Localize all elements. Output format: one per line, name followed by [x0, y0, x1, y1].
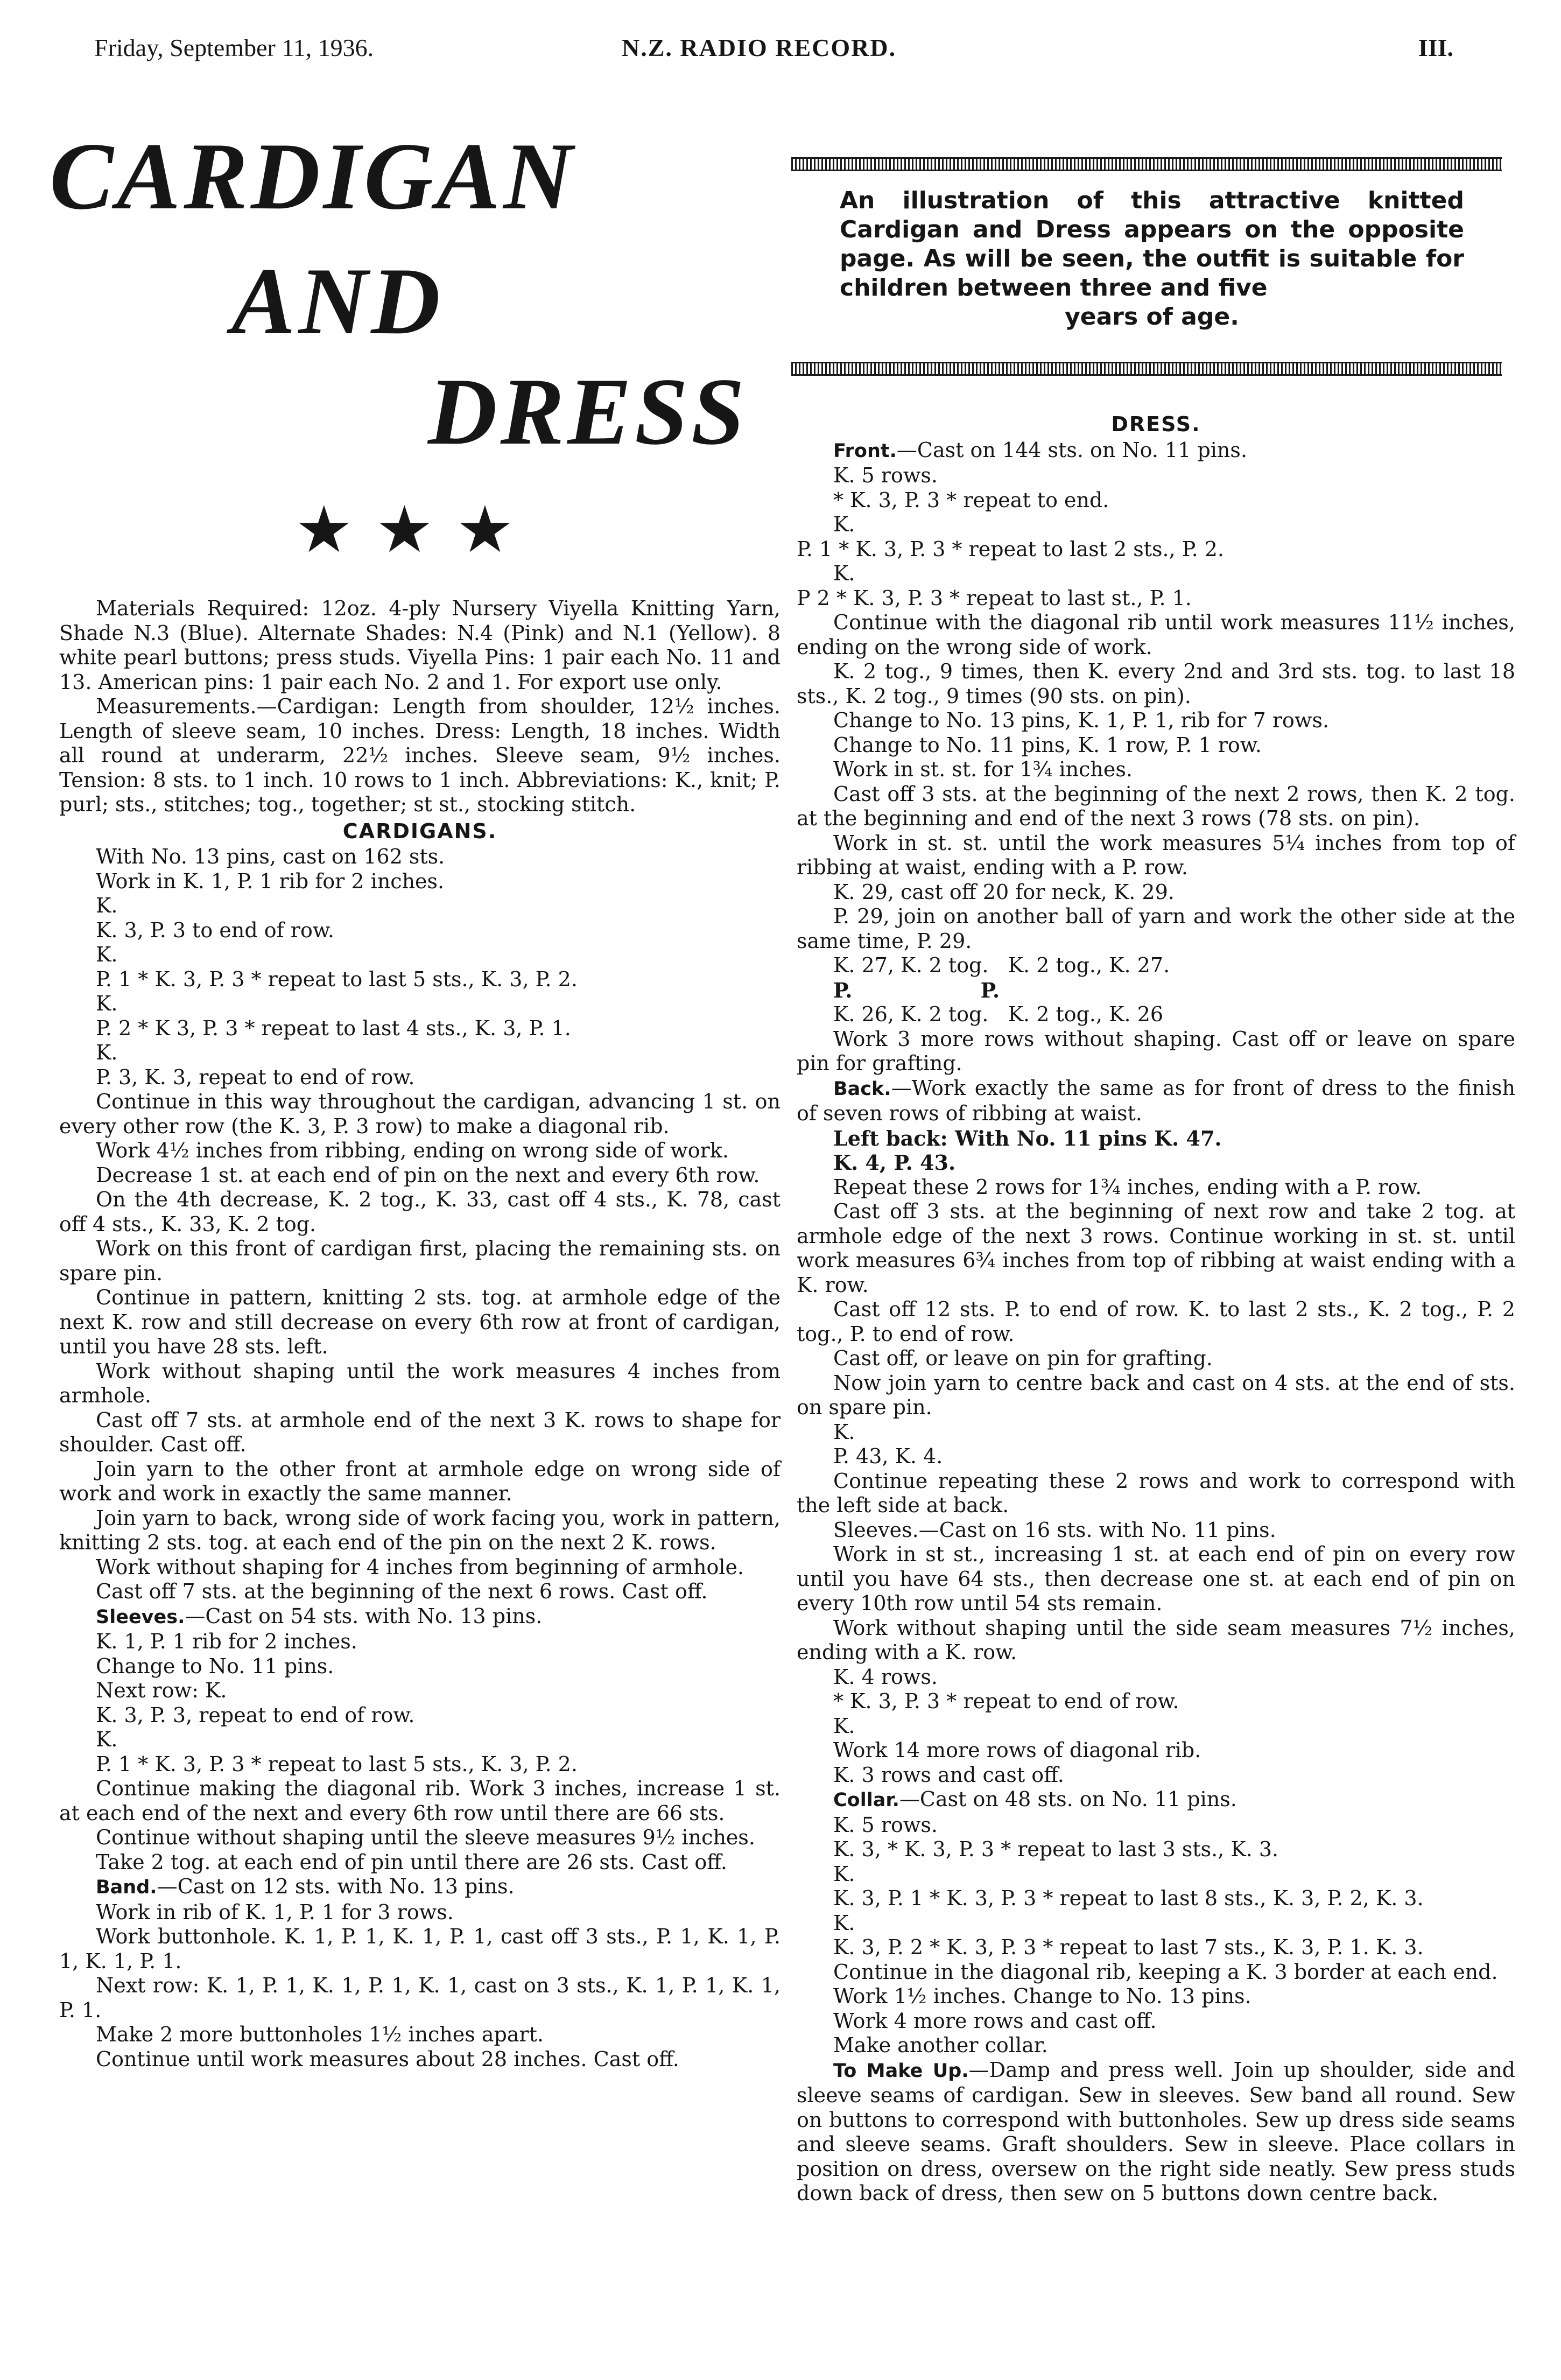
make-up-text: —Damp and press well. Join up shoulder, side and sleeve seams of cardigan. Sew in sleeves. Sew band all round. Sew on buttons to correspond with buttonholes. Sew up dress side seams and sleeve seams. Graft shoulders. Sew in sleeve. Place collars in position on dress, oversew on the right side neatly. Sew press studs down back of dress, then sew on 5 buttons down centre back. — [797, 2058, 1515, 2205]
measurements-paragraph: Measurements.—Cardigan: Length from shoulder, 12½ inches. Length of sleeve seam, 10 inches. Dress: Length, 18 inches. Width all round at underarm, 22½ inches. Sleeve seam, 9½ inches. Tension: 8 sts. to 1 inch. 10 rows to 1 inch. Abbreviations: K., knit; P. purl; sts., stitches; tog., together; st st., stocking stitch. — [59, 694, 780, 816]
instruction-line: K. 5 rows. — [833, 464, 938, 487]
instruction-paragraph: Work buttonhole. K. 1, P. 1, K. 1, P. 1, cast off 3 sts., P. 1, K. 1, P. 1, K. 1, P. 1. — [59, 1925, 780, 1973]
instruction-paragraph: Continue in the diagonal rib, keeping a K. 3 border at each end. — [833, 1960, 1498, 1984]
instruction-paragraph: Work in st st., increasing 1 st. at each end of pin on every row until you have 64 sts., then decrease one st. at each end of pin on every 10th row until 54 sts remain. — [797, 1542, 1515, 1615]
instruction-line: With No. 13 pins, cast on 162 sts. — [96, 845, 445, 868]
instruction-paragraph: Work 4½ inches from ribbing, ending on wrong side of work. — [96, 1139, 729, 1162]
instruction-paragraph: Work without shaping until the side seam measures 7½ inches, ending with a K. row. — [797, 1616, 1515, 1664]
instruction-line: Work 4 more rows and cast off. — [833, 2009, 1157, 2033]
instruction-paragraph: Work 3 more rows without shaping. Cast off or leave on spare pin for grafting. — [797, 1027, 1515, 1075]
right-column — [797, 410, 1515, 2206]
instruction-line: P 2 * K. 3, P. 3 * repeat to last st., P. 1. — [797, 586, 1192, 610]
decorative-rule-top — [791, 157, 1502, 171]
title-line-2: AND — [231, 248, 444, 354]
title-stars-icon: ★★★ — [295, 493, 537, 567]
instruction-line: K. 3, * K. 3, P. 3 * repeat to last 3 sts., K. 3. — [833, 1837, 1279, 1861]
instruction-line: K. — [833, 561, 855, 585]
instruction-line: P. 3, K. 3, repeat to end of row. — [96, 1065, 415, 1089]
instruction-paragraph: On the 4th decrease, K. 2 tog., K. 33, cast off 4 sts., K. 78, cast off 4 sts., K. 33, K. 2 tog. — [59, 1188, 780, 1236]
back-paragraph — [797, 1076, 1515, 1126]
instruction-line: Work in K. 1, P. 1 rib for 2 inches. — [96, 869, 445, 893]
instruction-line: P. 1 * K. 3, P. 3 * repeat to last 5 sts., K. 3, P. 2. — [96, 967, 578, 991]
decorative-rule-bottom — [791, 362, 1502, 376]
instruction-line: K. 27, K. 2 tog. K. 2 tog., K. 27. — [833, 953, 1170, 977]
instruction-line: K. — [833, 1862, 855, 1886]
instruction-line: Next row: K. — [96, 1679, 227, 1702]
collar-label: Collar. — [833, 1789, 899, 1811]
instruction-paragraph: Cast off 3 sts. at the beginning of the next 2 rows, then K. 2 tog. at the beginning and end of the next 3 rows (78 sts. on pin). — [797, 782, 1515, 830]
front-text: —Cast on 144 sts. on No. 11 pins. — [896, 438, 1247, 462]
make-up-paragraph — [797, 2058, 1515, 2206]
instruction-line: K. — [833, 512, 855, 536]
instruction-paragraph: Continue in pattern, knitting 2 sts. tog. at armhole edge of the next K. row and still decrease on every 6th row at front of cardigan, until you have 28 sts. left. — [59, 1286, 780, 1358]
back-label: Back. — [833, 1078, 891, 1100]
instruction-line: Left back: With No. 11 pins K. 47. — [833, 1126, 1222, 1150]
instruction-paragraph: Continue until work measures about 28 inches. Cast off. — [96, 2047, 679, 2071]
sleeves-text: —Cast on 54 sts. with No. 13 pins. — [185, 1604, 543, 1628]
instruction-paragraph: P. 29, join on another ball of yarn and work the other side at the same time, P. 29. — [797, 904, 1515, 953]
instruction-line: Work 14 more rows of diagonal rib. — [833, 1738, 1201, 1762]
instruction-paragraph: Cast off 7 sts. at the beginning of the next 6 rows. Cast off. — [96, 1579, 708, 1603]
instruction-line: K. 5 rows. — [833, 1813, 938, 1837]
instruction-line: Work in rib of K. 1, P. 1 for 3 rows. — [96, 1900, 454, 1924]
instruction-paragraph: Cast off 3 sts. at the beginning of next row and take 2 tog. at armhole edge of the next 3 rows. Continue working in st. st. until work measures 6¾ inches from top of ribbing at waist ending with a K. row. — [797, 1199, 1515, 1297]
band-paragraph — [59, 1874, 780, 1900]
instruction-line: * K. 3, P. 3 * repeat to end. — [833, 488, 1109, 512]
instruction-line: K. 4, P. 43. — [833, 1150, 956, 1175]
instruction-line: K. — [96, 1041, 118, 1064]
instruction-line: * K. 3, P. 3 * repeat to end of row. — [833, 1689, 1179, 1713]
instruction-line: K. 4 rows. — [833, 1665, 938, 1689]
intro-body: An illustration of this attractive knitted Cardigan and Dress appears on the opposite page. As will be seen, the outfit is suitable for children between three and five — [840, 187, 1464, 301]
instruction-line: K. — [96, 894, 118, 917]
make-up-label: To Make Up. — [833, 2060, 969, 2082]
instruction-line: Work in st. st. for 1¾ inches. — [833, 757, 1133, 781]
sleeves-paragraph — [59, 1604, 780, 1630]
instruction-paragraph: Continue making the diagonal rib. Work 3 inches, increase 1 st. at each end of the next and every 6th row until there are 66 sts. — [59, 1777, 780, 1825]
instruction-line: K. — [833, 1420, 855, 1444]
instruction-paragraph: Sleeves.—Cast on 16 sts. with No. 11 pins. — [833, 1518, 1276, 1542]
instruction-line: P. 43, K. 4. — [833, 1444, 943, 1468]
instruction-line: K. — [96, 943, 118, 966]
instruction-paragraph: Cast off 7 sts. at armhole end of the next 3 K. rows to shape for shoulder. Cast off. — [59, 1408, 780, 1456]
instruction-paragraph: Now join yarn to centre back and cast on 4 sts. at the end of sts. on spare pin. — [797, 1371, 1515, 1419]
band-label: Band. — [96, 1877, 157, 1898]
header-page-number: III. — [1418, 34, 1453, 61]
front-label: Front. — [833, 440, 897, 462]
instruction-paragraph: Take 2 tog. at each end of pin until there are 26 sts. Cast off. — [96, 1850, 727, 1874]
instruction-line: Make 2 more buttonholes 1½ inches apart. — [96, 2023, 544, 2046]
collar-paragraph — [797, 1787, 1515, 1813]
instruction-paragraph: Work in st. st. until the work measures 5¼ inches from top of ribbing at waist, ending with a P. row. — [797, 831, 1515, 879]
collar-text: —Cast on 48 sts. on No. 11 pins. — [899, 1787, 1237, 1811]
title-line-1: CARDIGAN — [50, 123, 576, 229]
instruction-paragraph: Decrease 1 st. at each end of pin on the next and every 6th row. — [96, 1163, 760, 1187]
instruction-paragraph: Continue with the diagonal rib until work measures 11½ inches, ending on the wrong side of work. — [797, 610, 1515, 659]
instruction-line: Cast off, or leave on pin for grafting. — [833, 1346, 1213, 1370]
instruction-line: P. 1 * K. 3, P. 3 * repeat to last 5 sts., K. 3, P. 2. — [96, 1752, 578, 1776]
dress-heading: DRESS. — [1111, 412, 1201, 436]
instruction-line: K. 3 rows and cast off. — [833, 1763, 1064, 1787]
instruction-paragraph: Work on this front of cardigan first, placing the remaining sts. on spare pin. — [59, 1237, 780, 1285]
instruction-paragraph: Next row: K. 1, P. 1, K. 1, P. 1, K. 1, cast on 3 sts., K. 1, P. 1, K. 1, P. 1. — [59, 1974, 780, 2022]
instruction-line: Change to No. 13 pins, K. 1, P. 1, rib for 7 rows. — [833, 708, 1330, 732]
instruction-line: P. P. — [833, 978, 1000, 1002]
instruction-line: K. — [96, 1728, 118, 1751]
instruction-paragraph: Work without shaping until the work measures 4 inches from armhole. — [59, 1359, 780, 1407]
instruction-line: K. — [96, 992, 118, 1015]
instruction-line: K. 29, cast off 20 for neck, K. 29. — [833, 880, 1175, 904]
instruction-line: K. — [833, 1911, 855, 1935]
instruction-line: Change to No. 11 pins. — [96, 1654, 334, 1678]
instruction-paragraph: Work without shaping for 4 inches from beginning of armhole. — [96, 1555, 744, 1579]
instruction-line: Change to No. 11 pins, K. 1 row, P. 1 row. — [833, 733, 1262, 757]
instruction-line: K. — [833, 1714, 855, 1738]
sleeves-label: Sleeves. — [96, 1606, 185, 1628]
front-paragraph — [797, 438, 1515, 464]
instruction-paragraph: Continue without shaping until the sleeve measures 9½ inches. — [96, 1826, 755, 1849]
band-text: —Cast on 12 sts. with No. 13 pins. — [157, 1874, 515, 1898]
instruction-paragraph: Continue in this way throughout the cardigan, advancing 1 st. on every other row (the K. 3, P. 3 row) to make a diagonal rib. — [59, 1090, 780, 1138]
instruction-paragraph: K. 3, P. 1 * K. 3, P. 3 * repeat to last 8 sts., K. 3, P. 2, K. 3. — [833, 1886, 1424, 1910]
instruction-paragraph: Join yarn to the other front at armhole edge on wrong side of work and work in exactly the same manner. — [59, 1457, 780, 1505]
instruction-line: Work 1½ inches. Change to No. 13 pins. — [833, 1984, 1251, 2008]
instruction-paragraph: K. 2 tog., 9 times, then K. every 2nd and 3rd sts. tog. to last 18 sts., K. 2 tog., 9 times (90 sts. on pin). — [797, 659, 1515, 708]
instruction-paragraph: Repeat these 2 rows for 1¾ inches, ending with a P. row. — [833, 1175, 1422, 1199]
instruction-paragraph: K. 3, P. 2 * K. 3, P. 3 * repeat to last 7 sts., K. 3, P. 1. K. 3. — [833, 1935, 1424, 1959]
instruction-line: P. 2 * K 3, P. 3 * repeat to last 4 sts., K. 3, P. 1. — [96, 1016, 571, 1040]
cardigans-heading: CARDIGANS. — [342, 819, 497, 843]
instruction-paragraph: Join yarn to back, wrong side of work facing you, work in pattern, knitting 2 sts. tog. at each end of the pin on the next 2 K. rows. — [59, 1506, 780, 1554]
header-publication: N.Z. RADIO RECORD. — [622, 34, 897, 61]
instruction-line: Make another collar. — [833, 2033, 1048, 2057]
intro-last-line: years of age. — [1065, 303, 1239, 331]
instruction-paragraph: Cast off 12 sts. P. to end of row. K. to last 2 sts., K. 2 tog., P. 2 tog., P. to end of row. — [797, 1297, 1515, 1346]
instruction-line: K. 3, P. 3 to end of row. — [96, 918, 334, 942]
materials-paragraph: Materials Required: 12oz. 4-ply Nursery Viyella Knitting Yarn, Shade N.3 (Blue). Alternate Shades: N.4 (Pink) and N.1 (Yellow). 8 white pearl buttons; press studs. Viyella Pins: 1 pair each No. 11 and 13. American pins: 1 pair each No. 2 and 1. For export use only. — [59, 596, 780, 694]
instruction-line: K. 1, P. 1 rib for 2 inches. — [96, 1630, 357, 1653]
instruction-paragraph: Continue repeating these 2 rows and work to correspond with the left side at back. — [797, 1469, 1515, 1517]
instruction-line: K. 26, K. 2 tog. K. 2 tog., K. 26 — [833, 1002, 1164, 1026]
instruction-line: P. 1 * K. 3, P. 3 * repeat to last 2 sts., P. 2. — [797, 537, 1225, 561]
instruction-line: K. 3, P. 3, repeat to end of row. — [96, 1703, 415, 1727]
intro-text — [840, 186, 1464, 332]
title-line-3: DRESS — [428, 358, 748, 465]
left-column — [59, 596, 780, 2072]
back-text: —Work exactly the same as for front of dress to the finish of seven rows of ribbing at waist. — [797, 1076, 1515, 1125]
header-date: Friday, September 11, 1936. — [94, 34, 374, 61]
